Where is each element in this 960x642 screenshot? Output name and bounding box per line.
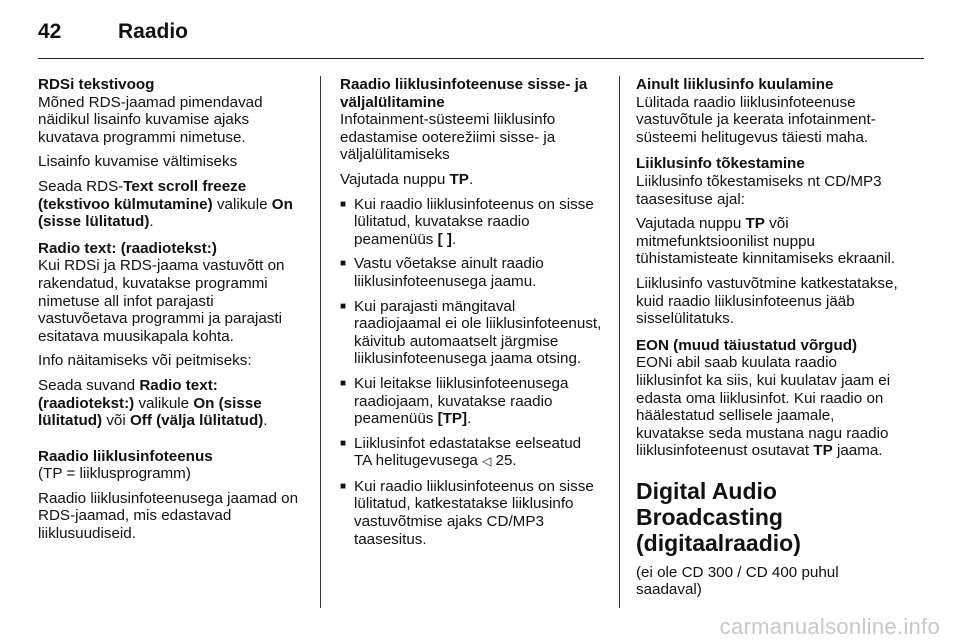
page-title: Raadio: [118, 20, 189, 43]
paragraph: (TP = liiklusprogramm): [38, 465, 191, 483]
menu-value: On (sisse lülitatud): [38, 195, 293, 231]
text: .: [263, 412, 268, 430]
text: Vajutada nuppu: [340, 170, 450, 188]
column-divider: [619, 76, 620, 608]
text: EONi abil saab kuulata raadio liiklusinfot ka siis, kui kuulatav jaam ei edasta oma liiklusinfot. Kui raadio on häälestatud sellisele jaamale, kuvatakse seda mustana nagu raadio liiklusinfoteenust osutavat: [636, 354, 891, 460]
paragraph: Raadio liiklusinfoteenusega jaamad on RDS-jaamad, mis edastavad liiklusuudiseid.: [38, 489, 299, 543]
paragraph: Kui RDSi ja RDS-jaama vastuvõtt on rakendatud, kuvatakse programmi nimetuse all infot parajasti vastuvõetava programmi ja parajasti esitatava muusikapala kohta.: [38, 257, 285, 345]
column-left: [38, 76, 304, 550]
paragraph: Liiklusinfo vastuvõtmine katkestatakse, kuid raadio liiklusinfoteenus jääb sisselülitatuks.: [636, 274, 898, 328]
paragraph: [636, 215, 902, 268]
text: .: [451, 230, 457, 248]
section-heading: EON (muud täiustatud võrgud): [636, 336, 858, 354]
menu-option: Text scroll freeze (tekstivoo külmutamine): [38, 177, 247, 213]
page-reference: 25.: [491, 452, 517, 470]
list-item: [340, 435, 602, 471]
text: Liiklusinfot edastatakse eelseatud TA helitugevusega: [354, 434, 582, 470]
paragraph: [636, 354, 902, 460]
paragraph: [340, 171, 602, 189]
text: .: [467, 410, 472, 428]
paragraph: [38, 178, 304, 231]
page-header: [38, 20, 188, 50]
text: .: [468, 170, 474, 188]
menu-value: On (sisse lülitatud): [38, 394, 262, 430]
watermark: carmanualsonline.info: [719, 614, 940, 639]
chapter-heading: Digital Audio Broadcasting (digitaalraadio): [636, 477, 801, 556]
text: valikule: [212, 195, 272, 213]
page-number: 42: [38, 20, 62, 43]
display-symbol: [TP]: [437, 410, 468, 428]
column-middle: [340, 76, 602, 555]
section-heading: Radio text: (raadiotekst:): [38, 239, 217, 257]
paragraph: Infotainment-süsteemi liiklusinfo edastamise ooterežiimi sisse- ja väljalülitamiseks: [340, 111, 556, 164]
button-name: TP: [745, 215, 765, 233]
list-item: ■ Kui parajasti mängitaval raadiojaamal ei ole liiklusinfoteenust, käivitub automaatselt järgmise liiklusinfoteenusega jaama otsing.: [340, 298, 602, 368]
button-name: TP: [449, 170, 469, 188]
text: Kui raadio liiklusinfoteenus on sisse lülitatud, kuvatakse raadio peamenüüs: [354, 195, 594, 248]
section-heading: Liiklusinfo tõkestamine: [636, 155, 805, 173]
section-heading: Raadio liiklusinfoteenuse sisse- ja väljalülitamine: [340, 76, 588, 111]
list-item: ■ Kui raadio liiklusinfoteenus on sisse lülitatud, katkestatakse liiklusinfo vastuvõtmise ajaks CD/MP3 taasesitus.: [340, 478, 602, 548]
list-item: [340, 375, 602, 428]
text: .: [149, 213, 154, 231]
column-right: [636, 76, 902, 599]
text: valikule: [134, 394, 194, 412]
text: Kui leitakse liiklusinfoteenusega raadiojaam, kuvatakse raadio peamenüüs: [354, 374, 569, 428]
chapter-subtitle: (ei ole CD 300 / CD 400 puhul saadaval): [636, 563, 839, 599]
text: Seada RDS-: [38, 177, 124, 195]
paragraph: Mõned RDS-jaamad pimendavad näidikul lisainfo kuvamise ajaks kuvatava programmi nimetuse.: [38, 93, 263, 146]
paragraph: Lülitada raadio liiklusinfoteenuse vastuvõtule ja keerata infotainment-süsteemi helitugevus täiesti maha.: [636, 93, 876, 146]
menu-value: Off (välja lülitatud): [129, 412, 264, 430]
section-heading: Ainult liiklusinfo kuulamine: [636, 76, 834, 93]
paragraph: Lisainfo kuvamise vältimiseks: [38, 153, 238, 171]
text: või mitmefunktsioonilist nuppu tühistamisteate kinnitamiseks ekraanil.: [636, 215, 896, 268]
bullet-list: [340, 196, 602, 549]
text: Vajutada nuppu: [636, 215, 746, 233]
display-symbol: [ ]: [437, 230, 452, 248]
button-name: TP: [813, 442, 833, 460]
text: või: [102, 412, 130, 430]
menu-option: Radio text: (raadiotekst:): [38, 376, 218, 412]
text: jaama.: [832, 442, 883, 460]
page-reference-icon: ◁: [482, 454, 492, 469]
list-item: [340, 196, 602, 249]
paragraph: [38, 377, 304, 430]
section-heading: RDSi tekstivoog: [38, 76, 155, 93]
text: Seada suvand: [38, 376, 140, 394]
section-heading: Raadio liiklusinfoteenus: [38, 447, 213, 465]
header-divider: [38, 58, 924, 59]
list-item: ■ Vastu võetakse ainult raadio liiklusinfoteenusega jaamu.: [340, 255, 602, 290]
paragraph: Info näitamiseks või peitmiseks:: [38, 352, 252, 370]
column-divider: [320, 76, 321, 608]
paragraph: Liiklusinfo tõkestamiseks nt CD/MP3 taasesituse ajal:: [636, 172, 882, 208]
